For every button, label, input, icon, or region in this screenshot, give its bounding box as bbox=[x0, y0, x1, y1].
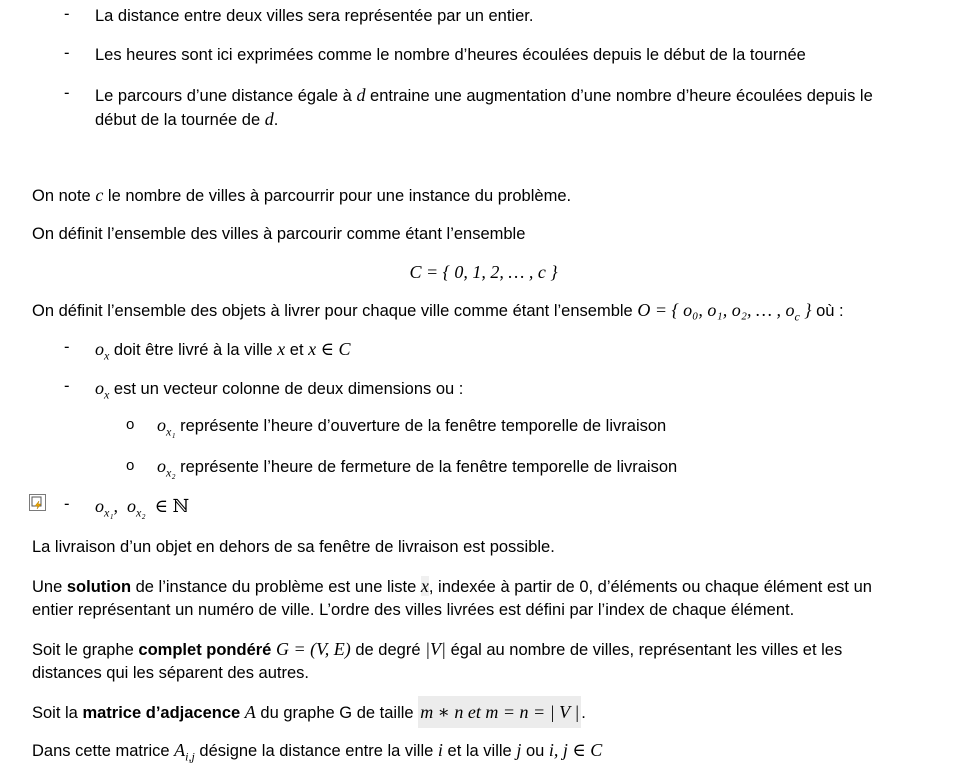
subbullet-ouverture: $o_{x_1}$ représente l’heure d’ouverture de la fenêtre temporelle de livraison bbox=[157, 415, 667, 439]
paragraph-matrice: Soit la matrice d’adjacence A du graphe G de taille m ∗ n et m = n = | V | . bbox=[32, 701, 937, 725]
dash-3: - bbox=[64, 84, 70, 102]
dash-5: - bbox=[64, 377, 70, 395]
paragraph-ensemble-objets: On définit l’ensemble des objets à livrer pour chaque ville comme étant l’ensemble O = { o₀, o₁, o₂, … , $o_c$ } où : bbox=[32, 300, 844, 324]
circle-bullet-1: o bbox=[126, 416, 135, 433]
equation-C: C = { 0, 1, 2, … , c } bbox=[409, 262, 558, 282]
paragraph-nombre-villes: On note c le nombre de villes à parcourrir pour une instance du problème. bbox=[32, 185, 572, 205]
paragraph-graphe: Soit le graphe complet pondéré G = (V, E) de degré |V| égal au nombre de villes, représentant les villes et les distances qui les séparent des autres. bbox=[32, 639, 843, 682]
circle-bullet-2: o bbox=[126, 457, 135, 474]
equation-edit-icon[interactable] bbox=[29, 494, 46, 511]
bullet-ox-vecteur: $o_x$ est un vecteur colonne de deux dimensions ou : bbox=[95, 378, 464, 402]
bullet-ox-naturels: $o_{x_1}$, $o_{x_2}$ ∈ ℕ bbox=[95, 496, 189, 520]
paragraph-ensemble-villes: On définit l’ensemble des villes à parcourir comme étant l’ensemble bbox=[32, 225, 526, 243]
subbullet-fermeture: $o_{x_2}$ représente l’heure de fermeture de la fenêtre temporelle de livraison bbox=[157, 456, 678, 480]
dash-4: - bbox=[64, 338, 70, 356]
dash-2: - bbox=[64, 44, 70, 62]
paragraph-solution: Une solution de l’instance du problème est une liste x, indexée à partir de 0, d’éléments ou chaque élément est un entier représentant un numéro de ville. L’ordre des villes livrées est défini par l’index de chaque élément. bbox=[32, 576, 872, 619]
dash-1: - bbox=[64, 5, 70, 23]
bullet-heures: Les heures sont ici exprimées comme le nombre d’heures écoulées depuis le début de la tournée bbox=[95, 46, 806, 64]
paragraph-livraison: La livraison d’un objet en dehors de sa fenêtre de livraison est possible. bbox=[32, 538, 555, 556]
bullet-distance: La distance entre deux villes sera représentée par un entier. bbox=[95, 7, 534, 25]
paragraph-Aij: Dans cette matrice $A_{i,j}$ désigne la distance entre la ville i et la ville j ou i, j ∈ C bbox=[32, 740, 603, 764]
bullet-ox-livre: $o_x$ doit être livré à la ville x et x ∈ C bbox=[95, 339, 351, 363]
bullet-parcours: Le parcours d’une distance égale à d entraine une augmentation d’une nombre d’heure écoulées depuis le début de la tournée de d. bbox=[95, 85, 873, 129]
dash-6: - bbox=[64, 495, 70, 513]
